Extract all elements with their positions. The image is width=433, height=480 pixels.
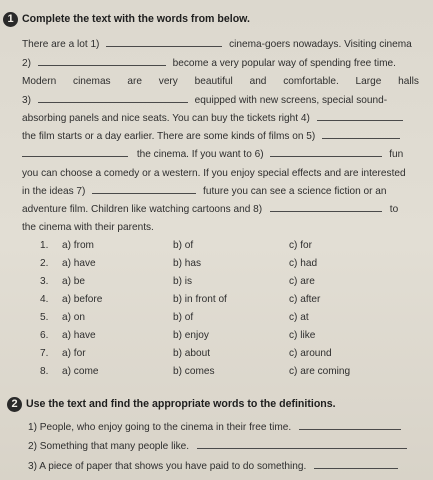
option-number: 7. <box>40 348 49 359</box>
text-segment: absorbing panels and nice seats. You can buy the tickets right 4) <box>22 113 310 124</box>
text-word: very <box>158 76 178 87</box>
text-line-1 <box>22 36 412 54</box>
definition-answer-blank-3[interactable] <box>314 458 398 469</box>
option-a: a) come <box>62 366 99 377</box>
text-word: halls <box>398 76 419 87</box>
option-b: b) comes <box>173 366 215 377</box>
text-line-2 <box>22 55 396 73</box>
text-segment: become a very popular way of spending free time. <box>172 58 396 69</box>
option-a: a) be <box>62 276 86 287</box>
option-a: a) on <box>62 312 86 323</box>
option-b: b) of <box>173 312 194 323</box>
option-c: c) like <box>289 330 316 341</box>
text-word: beautiful <box>194 76 233 87</box>
option-a: a) from <box>62 240 94 251</box>
option-c: c) are coming <box>289 366 351 377</box>
text-line-3 <box>22 73 419 91</box>
text-segment: fun <box>389 149 404 160</box>
option-a: a) for <box>62 348 86 359</box>
option-b: b) in front of <box>173 294 227 305</box>
task-1-number: 1 <box>3 12 18 27</box>
answer-blank-6[interactable] <box>270 146 382 157</box>
definition-answer-blank-2[interactable] <box>197 438 407 449</box>
text-segment: equipped with new screens, special sound- <box>194 95 388 106</box>
answer-blank-5[interactable] <box>322 128 400 139</box>
text-word: comfortable. <box>283 76 339 87</box>
option-a: a) before <box>62 294 103 305</box>
answer-blank-3[interactable] <box>38 92 188 103</box>
option-c: c) around <box>289 348 332 359</box>
text-line-10 <box>22 201 398 219</box>
option-b: b) of <box>173 240 194 251</box>
text-word: and <box>249 76 267 87</box>
task-2-instruction: Use the text and find the appropriate words to the definitions. <box>26 398 336 410</box>
option-b: b) enjoy <box>173 330 209 341</box>
text-segment: the film starts or a day earlier. There are some kinds of films on 5) <box>22 131 316 142</box>
text-line-9 <box>22 183 387 201</box>
option-b: b) about <box>173 348 211 359</box>
definition-text: 2) Something that many people like. <box>28 441 190 452</box>
option-c: c) at <box>289 312 309 323</box>
text-segment: to <box>389 204 399 215</box>
option-number: 3. <box>40 276 49 287</box>
option-c: c) for <box>289 240 312 251</box>
definition-3 <box>28 458 398 472</box>
definition-answer-blank-1[interactable] <box>299 419 401 430</box>
text-segment: the cinema. If you want to 6) <box>136 149 264 160</box>
option-number: 1. <box>40 240 49 251</box>
definition-text: 1) People, who enjoy going to the cinema in their free time. <box>28 422 292 433</box>
option-c: c) had <box>289 258 318 269</box>
option-number: 4. <box>40 294 49 305</box>
option-a: a) have <box>62 258 96 269</box>
answer-blank-7[interactable] <box>92 183 196 194</box>
option-b: b) is <box>173 276 193 287</box>
option-a: a) have <box>62 330 96 341</box>
answer-blank-1[interactable] <box>106 36 222 47</box>
text-line-4 <box>22 92 387 110</box>
definition-2 <box>28 438 407 452</box>
text-line-8 <box>22 165 406 183</box>
option-number: 6. <box>40 330 49 341</box>
text-word: are <box>127 76 142 87</box>
text-segment: the cinema with their parents. <box>22 222 154 233</box>
definition-1 <box>28 419 401 433</box>
task-1-instruction: Complete the text with the words from below. <box>22 13 250 25</box>
answer-blank-4[interactable] <box>317 110 403 121</box>
text-line-11 <box>22 219 154 237</box>
option-number: 2. <box>40 258 49 269</box>
text-word: cinemas <box>73 76 111 87</box>
text-segment: 2) <box>22 58 31 69</box>
text-segment: cinema-goers nowadays. Visiting cinema <box>229 39 412 50</box>
text-line-6 <box>22 128 400 146</box>
text-segment: There are a lot 1) <box>22 39 100 50</box>
text-word: Modern <box>22 76 57 87</box>
option-c: c) after <box>289 294 321 305</box>
option-b: b) has <box>173 258 202 269</box>
text-segment: adventure film. Children like watching cartoons and 8) <box>22 204 263 215</box>
answer-blank-2[interactable] <box>38 55 166 66</box>
option-number: 5. <box>40 312 49 323</box>
text-segment: 3) <box>22 95 31 106</box>
text-line-5 <box>22 110 403 128</box>
option-c: c) are <box>289 276 315 287</box>
option-number: 8. <box>40 366 49 377</box>
definition-text: 3) A piece of paper that shows you have paid to do something. <box>28 461 307 472</box>
text-segment: you can choose a comedy or a western. If you enjoy special effects and are interested <box>22 168 406 179</box>
answer-blank-5-cont[interactable] <box>22 146 128 157</box>
task-2-number: 2 <box>7 397 22 412</box>
text-word: Large <box>355 76 382 87</box>
text-segment: future you can see a science fiction or an <box>203 186 387 197</box>
text-segment: in the ideas 7) <box>22 186 86 197</box>
answer-blank-8[interactable] <box>270 201 382 212</box>
text-line-7 <box>22 146 403 164</box>
